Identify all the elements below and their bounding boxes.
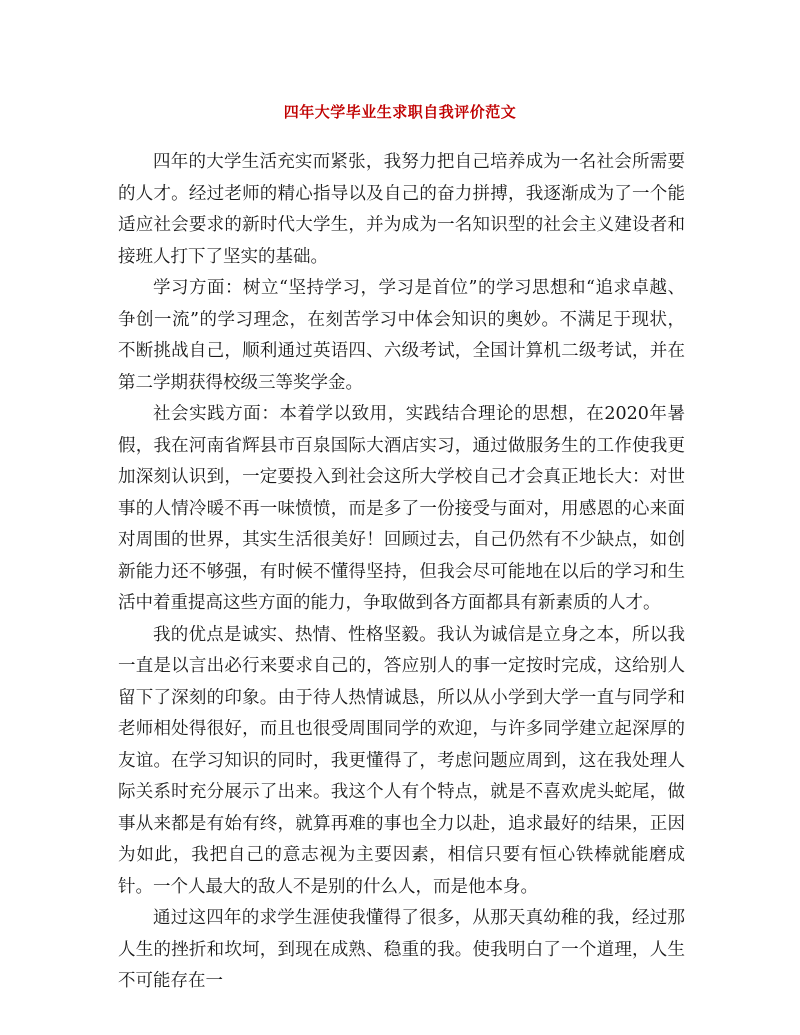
- page-title: 四年大学毕业生求职自我评价范文: [283, 103, 517, 121]
- paragraph-conclusion: 通过这四年的求学生涯使我懂得了很多，从那天真幼稚的我，经过那人生的挫折和坎坷，到现在成熟、稳重的我。使我明白了一个道理，人生不可能存在一: [118, 908, 685, 991]
- paragraph-strengths: 我的优点是诚实、热情、性格坚毅。我认为诚信是立身之本，所以我一直是以言出必行来要求自己的，答应别人的事一定按时完成，这给别人留下了深刻的印象。由于待人热情诚恳，所以从小学到大学一直与同学和老师相处得很好，而且也很受周围同学的欢迎，与许多同学建立起深厚的友谊。在学习知识的同时，我更懂得了，考虑问题应周到，这在我处理人际关系时充分展示了出来。我这个人有个特点，就是不喜欢虎头蛇尾，做事从来都是有始有终，就算再难的事也全力以赴，追求最好的结果，正因为如此，我把自己的意志视为主要因素，相信只要有恒心铁棒就能磨成针。一个人最大的敌人不是别的什么人，而是他本身。: [118, 624, 685, 897]
- paragraph-study: 学习方面：树立“坚持学习，学习是首位”的学习思想和“追求卓越、争创一流”的学习理念，在刻苦学习中体会知识的奥妙。不满足于现状，不断挑战自己，顺利通过英语四、六级考试，全国计算机二级考试，并在第二学期获得校级三等奖学金。: [118, 278, 685, 393]
- paragraph-intro: 四年的大学生活充实而紧张，我努力把自己培养成为一名社会所需要的人才。经过老师的精心指导以及自己的奋力拼搏，我逐渐成为了一个能适应社会要求的新时代大学生，并为成为一名知识型的社会主义建设者和接班人打下了坚实的基础。: [118, 152, 685, 267]
- paragraph-social-practice: 社会实践方面：本着学以致用，实践结合理论的思想，在2020年暑假，我在河南省辉县市百泉国际大酒店实习，通过做服务生的工作使我更加深刻认识到，一定要投入到社会这所大学校自己才会真正地长大：对世事的人情冷暖不再一味愤愤，而是多了一份接受与面对，用感恩的心来面对周围的世界，其实生活很美好！回顾过去，自己仍然有不少缺点，如创新能力还不够强，有时候不懂得坚持，但我会尽可能地在以后的学习和生活中着重提高这些方面的能力，争取做到各方面都具有新素质的人才。: [118, 404, 685, 613]
- document-body: [118, 147, 685, 998]
